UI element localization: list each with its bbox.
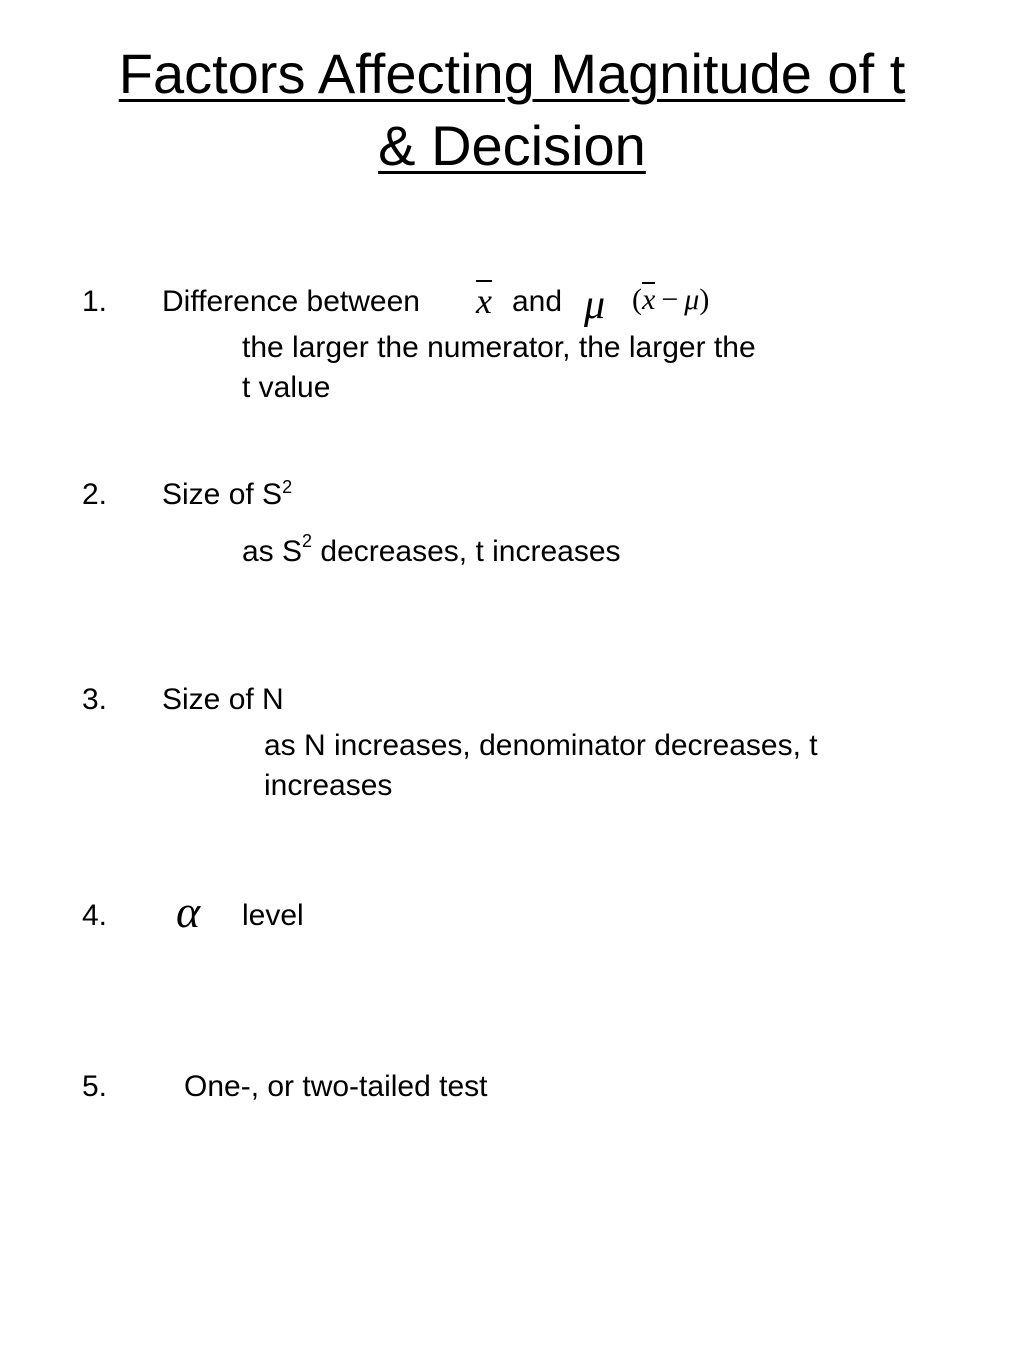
item-4-label: level <box>242 899 304 932</box>
item-5-label: One-, or two-tailed test <box>184 1070 488 1103</box>
xbar-symbol: x <box>476 281 492 321</box>
title-line-1: Factors Affecting Magnitude of t <box>118 42 906 105</box>
title-line-2: & Decision <box>378 114 646 177</box>
item-5-number: 5. <box>82 1070 108 1103</box>
item-1-detail-line-2: t value <box>242 371 331 404</box>
item-1-label: Difference between <box>162 285 420 318</box>
item-2-label: Size of $S^2$ <box>162 477 293 511</box>
item-3-label: Size of N <box>162 683 284 716</box>
item-3-number: 3. <box>82 683 108 716</box>
item-1-and: and <box>512 285 563 318</box>
item-2-detail: as $S^2$ decreases, t increases <box>242 531 621 568</box>
slide-title <box>0 38 1024 182</box>
item-1-detail-line-1: the larger the numerator, the larger the <box>242 331 756 364</box>
alpha-symbol: α <box>176 886 201 937</box>
item-3-detail-line-1: as N increases, denominator decreases, t <box>264 729 818 762</box>
mu-symbol: μ <box>584 282 606 328</box>
item-3-detail-line-2: increases <box>264 769 393 802</box>
difference-expression: (x − μ) <box>632 283 710 316</box>
item-2-number: 2. <box>82 478 108 511</box>
item-1-number: 1. <box>82 285 108 318</box>
item-4-number: 4. <box>82 899 108 932</box>
